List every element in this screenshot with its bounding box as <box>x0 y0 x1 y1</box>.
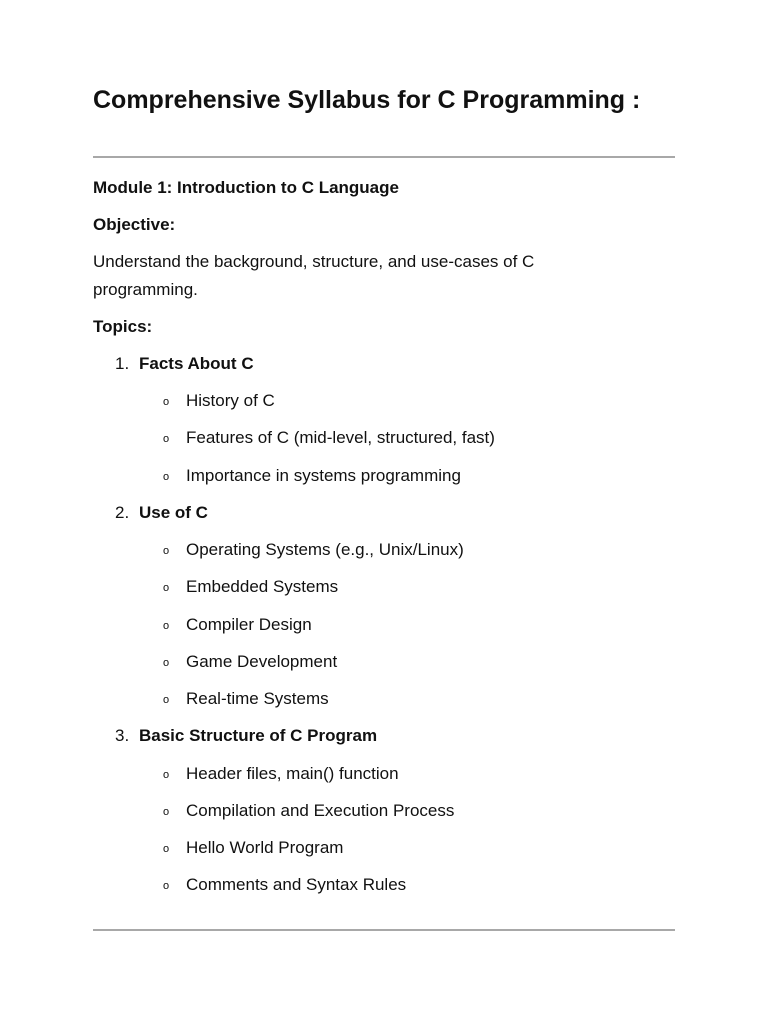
list-item-text: Operating Systems (e.g., Unix/Linux) <box>186 540 464 559</box>
list-item-text: Features of C (mid-level, structured, fast) <box>186 428 495 447</box>
list-item-text: Header files, main() function <box>186 764 399 783</box>
circle-bullet-icon: o <box>163 582 170 594</box>
list-item-text: Hello World Program <box>186 838 344 857</box>
circle-bullet-icon: o <box>163 545 170 557</box>
bottom-divider <box>93 929 675 931</box>
module-heading: Module 1: Introduction to C Language <box>93 178 399 197</box>
topic-item <box>115 722 377 750</box>
topic-number: 1. <box>115 354 130 373</box>
list-item-text: History of C <box>186 391 275 410</box>
topics-label: Topics: <box>93 317 153 336</box>
topic-number: 3. <box>115 726 130 745</box>
list-item-text: Importance in systems programming <box>186 466 461 485</box>
circle-bullet-icon: o <box>163 433 170 445</box>
topic-item <box>115 499 208 527</box>
topic-item <box>115 350 254 378</box>
circle-bullet-icon: o <box>163 657 170 669</box>
list-item <box>163 424 495 453</box>
topic-number: 2. <box>115 503 130 522</box>
topic-title: Facts About C <box>139 354 254 373</box>
circle-bullet-icon: o <box>163 806 170 818</box>
list-item <box>163 611 312 640</box>
list-item <box>163 573 338 602</box>
circle-bullet-icon: o <box>163 769 170 781</box>
list-item <box>163 834 343 863</box>
list-item <box>163 797 454 826</box>
circle-bullet-icon: o <box>163 471 170 483</box>
topic-title: Basic Structure of C Program <box>139 726 378 745</box>
list-item <box>163 387 275 416</box>
circle-bullet-icon: o <box>163 843 170 855</box>
page-title: Comprehensive Syllabus for C Programming : <box>93 86 641 114</box>
list-item-text: Compiler Design <box>186 615 312 634</box>
objective-text: Understand the background, structure, and use-cases of C programming. <box>93 252 535 299</box>
list-item <box>163 648 337 677</box>
objective-label: Objective: <box>93 215 176 234</box>
list-item <box>163 685 329 714</box>
circle-bullet-icon: o <box>163 694 170 706</box>
circle-bullet-icon: o <box>163 396 170 408</box>
circle-bullet-icon: o <box>163 620 170 632</box>
list-item <box>163 462 461 491</box>
list-item-text: Compilation and Execution Process <box>186 801 455 820</box>
list-item-text: Real-time Systems <box>186 689 329 708</box>
list-item <box>163 760 399 789</box>
list-item <box>163 871 406 900</box>
list-item-text: Embedded Systems <box>186 577 339 596</box>
list-item-text: Comments and Syntax Rules <box>186 875 407 894</box>
top-divider <box>93 156 675 158</box>
list-item <box>163 536 464 565</box>
topic-title: Use of C <box>139 503 208 522</box>
list-item-text: Game Development <box>186 652 338 671</box>
circle-bullet-icon: o <box>163 880 170 892</box>
